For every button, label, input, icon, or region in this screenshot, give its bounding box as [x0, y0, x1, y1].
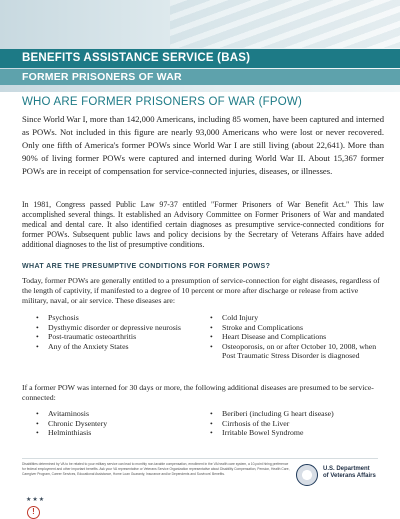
list-item: • Osteoporosis, on or after October 10, 2008, when Post Traumatic Stress Disorder is diagnosed [208, 342, 378, 361]
list-item: • Post-traumatic osteoarthritis [34, 332, 184, 342]
va-line-2: of Veterans Affairs [323, 473, 376, 480]
list-item: • Avitaminosis [34, 409, 184, 419]
additional-list-left [34, 409, 184, 438]
list-item: • Heart Disease and Complications [208, 332, 378, 342]
alert-icon[interactable]: ! [27, 506, 40, 519]
stars-icon: ★★★ [26, 497, 46, 503]
list-item: • Stroke and Complications [208, 323, 378, 333]
internment-paragraph: If a former POW was interned for 30 days or more, the following additional diseases are presumed to be service-connected: [22, 383, 374, 402]
footer-disclaimer: Disabilities determined by VA to be related to your military service can lead to monthly non-taxable compensation, enrollment in the VA health care system, a 10-point hiring preference for federal employment and other important benefits. Ask your VA representative or Veterans Service Organization representative about Disability Compensation, Pension, Health Care, Caregiver Program, Career Services, Educational Assistance, Home Loan Guaranty, Insurance and/or Dependents and Survivors' Benefits. [22, 462, 290, 477]
footer-divider [22, 458, 378, 459]
list-item: • Chronic Dysentery [34, 419, 184, 429]
program-subtitle: FORMER PRISONERS OF WAR [22, 71, 182, 83]
intro-paragraph: Since World War I, more than 142,000 Americans, including 85 women, have been captured and interned as POWs. Not included in this figure are nearly 93,000 Americans who were lost or never recovered. Only one fifth of America's former POWs since World War I are still living (about 22,641). More than 90% of living former POWs were captured and interned during World War II. About 15,367 former POWs are in receipt of compensation for service-connected injuries, diseases, or illnesses. [22, 114, 384, 177]
law-paragraph: In 1981, Congress passed Public Law 97-37 entitled "Former Prisoners of War Benefit Act." This law accomplished several things. It established an Advisory Committee on Former Prisoners of War and mandated medical and dental care. It also identified certain diagnoses as presumptive service-connected conditions for former POWs. Subsequent public laws and policy decisions by the Secretary of Veterans Affairs have added additional diagnoses to the list of presumptive conditions. [22, 200, 384, 249]
list-item: • Beriberi (including G heart disease) [208, 409, 378, 419]
page-title: WHO ARE FORMER PRISONERS OF WAR (FPOW) [22, 96, 302, 108]
list-item: • Irritable Bowel Syndrome [208, 428, 378, 438]
list-item: • Any of the Anxiety States [34, 342, 184, 352]
list-item: • Cirrhosis of the Liver [208, 419, 378, 429]
program-title: BENEFITS ASSISTANCE SERVICE (BAS) [22, 52, 251, 64]
header-banner [0, 0, 400, 92]
footer [0, 456, 400, 518]
program-bar [0, 49, 400, 68]
section-heading: WHAT ARE THE PRESUMPTIVE CONDITIONS FOR FORMER POWS? [22, 263, 271, 270]
va-line-1: U.S. Department [323, 466, 370, 472]
presumption-paragraph: Today, former POWs are generally entitled to a presumption of service-connection for eight diseases, regardless of the length of captivity, if manifested to a degree of 10 percent or more after discharge or release from active military, naval, or air service. These diseases are: [22, 276, 380, 305]
list-item: • Helminthiasis [34, 428, 184, 438]
conditions-list-left [34, 313, 184, 351]
va-seal-icon [296, 464, 318, 486]
list-item: • Dysthymic disorder or depressive neurosis [34, 323, 184, 333]
list-item: • Cold Injury [208, 313, 378, 323]
additional-list-right [208, 409, 378, 438]
va-logo-text [323, 466, 376, 481]
subtitle-bar [0, 69, 400, 85]
conditions-list-right [208, 313, 378, 361]
list-item: • Psychosis [34, 313, 184, 323]
header-photo [170, 0, 400, 48]
